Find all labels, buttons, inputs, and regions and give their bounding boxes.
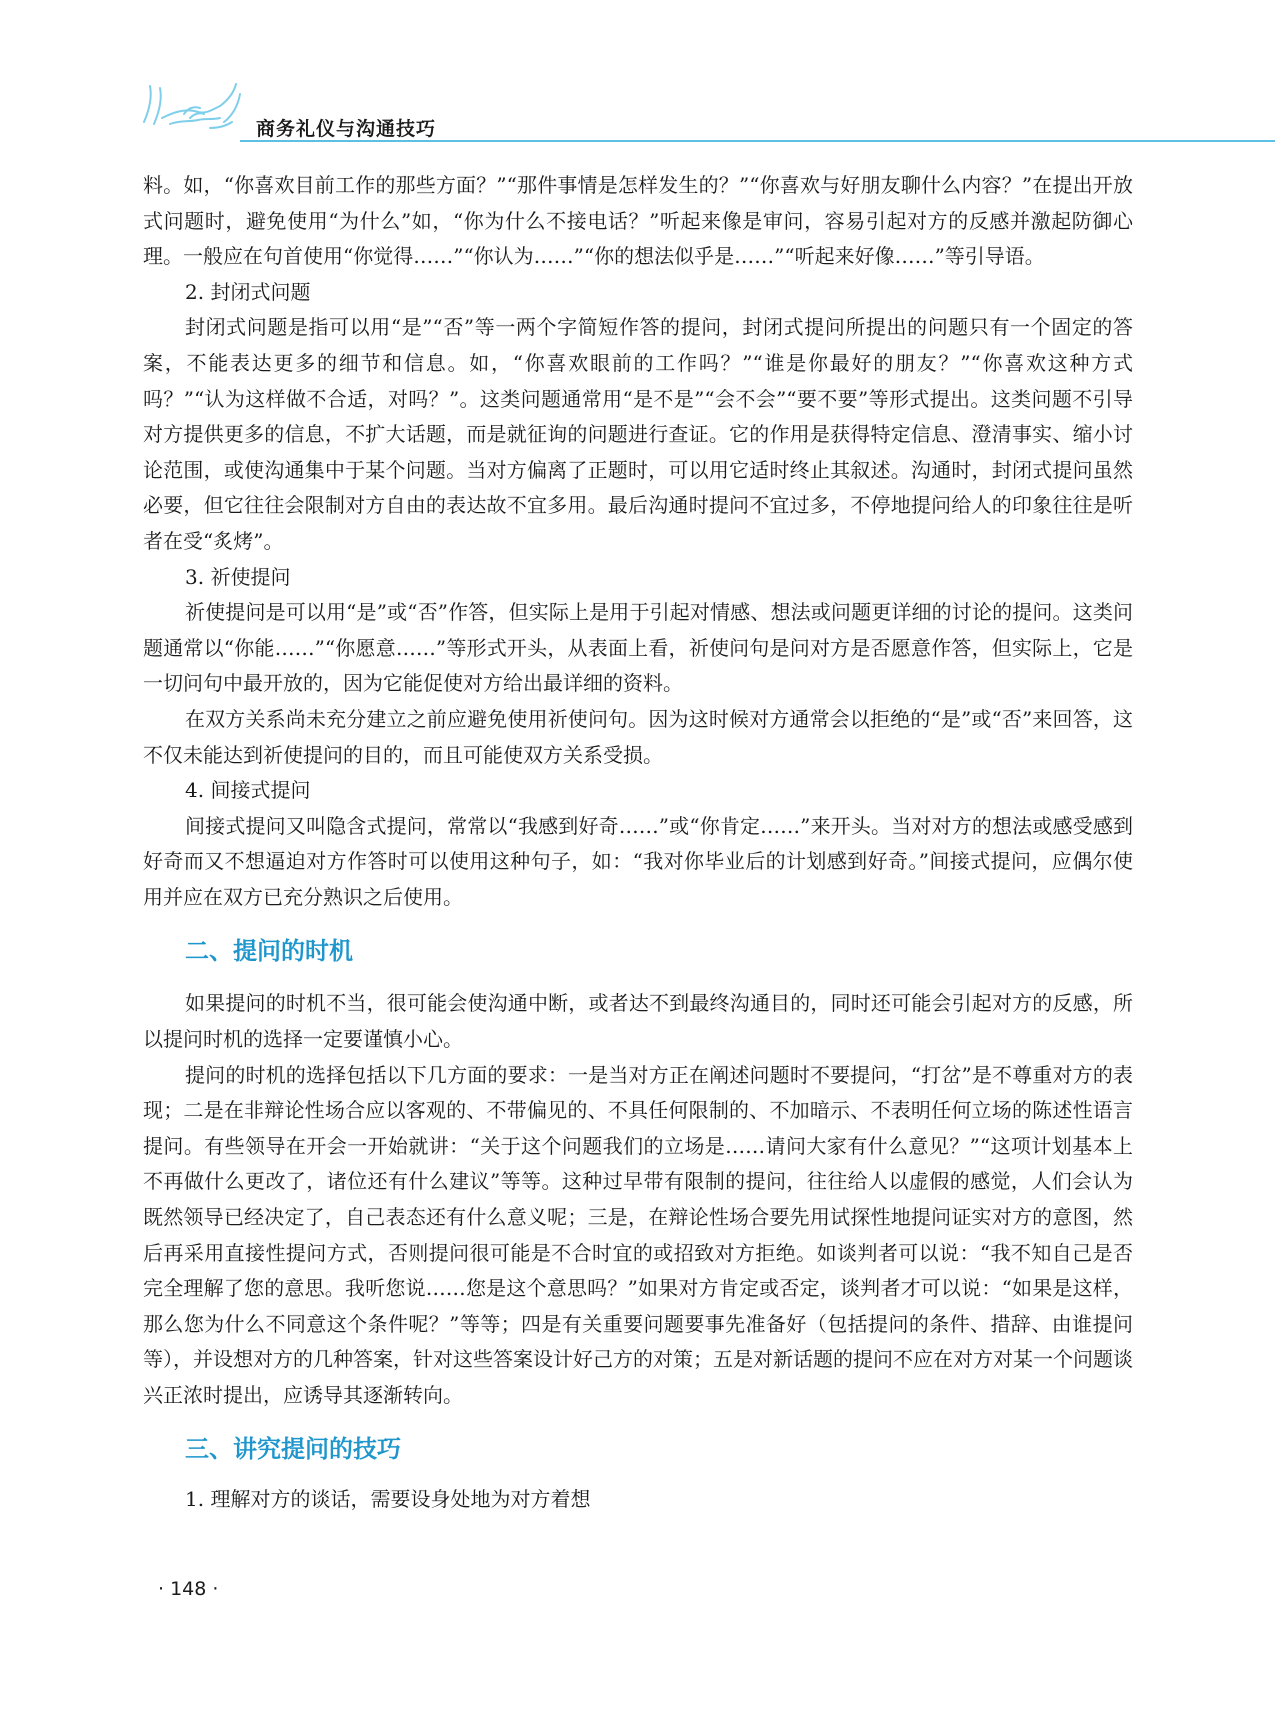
paragraph-indirect-questions: 间接式提问又叫隐含式提问，常常以“我感到好奇……”或“你肯定……”来开头。当对对方的想法或感受感到好奇而又不想逼迫对方作答时可以使用这种句子，如：“我对你毕业后的计划感到好奇。”间接式提问，应偶尔使用并应在双方已充分熟识之后使用。: [143, 813, 1133, 909]
paragraph-imperative-questions-2: 在双方关系尚未充分建立之前应避免使用祈使问句。因为这时候对方通常会以拒绝的“是”或“否”来回答，这不仅未能达到祈使提问的目的，而且可能使双方关系受损。: [143, 706, 1133, 767]
page-number: · 148 ·: [158, 1578, 219, 1600]
header-title: 商务礼仪与沟通技巧: [256, 118, 437, 140]
page-header: [0, 0, 1275, 142]
handshake-icon: [140, 78, 246, 134]
subheading-closed-questions: 2. 封闭式问题: [185, 279, 311, 304]
section-heading-timing: 二、提问的时机: [185, 937, 353, 966]
subheading-indirect-questions: 4. 间接式提问: [185, 778, 311, 803]
paragraph-open-questions-end: 料。如，“你喜欢目前工作的那些方面？”“那件事情是怎样发生的？”“你喜欢与好朋友聊什么内容？”在提出开放式问题时，避免使用“为什么”如，“你为什么不接电话？”听起来像是审问，容易引起对方的反感并激起防御心理。一般应在句首使用“你觉得……”“你认为……”“你的想法似乎是……”“听起来好像……”等引导语。: [143, 173, 1133, 269]
page-content: [143, 168, 1133, 1517]
section-heading-techniques: 三、讲究提问的技巧: [185, 1434, 401, 1463]
paragraph-imperative-questions-1: 祈使提问是可以用“是”或“否”作答，但实际上是用于引起对情感、想法或问题更详细的讨论的提问。这类问题通常以“你能……”“你愿意……”等形式开头，从表面上看，祈使问句是问对方是否愿意作答，但实际上，它是一切问句中最开放的，因为它能促使对方给出最详细的资料。: [143, 600, 1133, 696]
paragraph-closed-questions: 封闭式问题是指可以用“是”“否”等一两个字简短作答的提问，封闭式提问所提出的问题只有一个固定的答案，不能表达更多的细节和信息。如，“你喜欢眼前的工作吗？”“谁是你最好的朋友？”“你喜欢这种方式吗？”“认为这样做不合适，对吗？”。这类问题通常用“是不是”“会不会”“要不要”等形式提出。这类问题不引导对方提供更多的信息，不扩大话题，而是就征询的问题进行查证。它的作用是获得特定信息、澄清事实、缩小讨论范围，或使沟通集中于某个问题。当对方偏离了正题时，可以用它适时终止其叙述。沟通时，封闭式提问虽然必要，但它往往会限制对方自由的表达故不宜多用。最后沟通时提问不宜过多，不停地提问给人的印象往往是听者在受“炙烤”。: [143, 315, 1133, 553]
list-item-understand: 1. 理解对方的谈话，需要设身处地为对方着想: [185, 1486, 591, 1511]
paragraph-timing-1: 如果提问的时机不当，很可能会使沟通中断，或者达不到最终沟通目的，同时还可能会引起对方的反感，所以提问时机的选择一定要谨慎小心。: [143, 991, 1133, 1052]
subheading-imperative-questions: 3. 祈使提问: [185, 564, 291, 589]
header-rule: [240, 140, 1275, 142]
paragraph-timing-2: 提问的时机的选择包括以下几方面的要求：一是当对方正在阐述问题时不要提问，“打岔”是不尊重对方的表现；二是在非辩论性场合应以客观的、不带偏见的、不具任何限制的、不加暗示、不表明任何立场的陈述性语言提问。有些领导在开会一开始就讲：“关于这个问题我们的立场是……请问大家有什么意见？”“这项计划基本上不再做什么更改了，诸位还有什么建议”等等。这种过早带有限制的提问，往往给人以虚假的感觉，人们会认为既然领导已经决定了，自己表态还有什么意义呢；三是，在辩论性场合要先用试探性地提问证实对方的意图，然后再采用直接性提问方式，否则提问很可能是不合时宜的或招致对方拒绝。如谈判者可以说：“我不知自己是否完全理解了您的意思。我听您说……您是这个意思吗？”如果对方肯定或否定，谈判者才可以说：“如果是这样，那么您为什么不同意这个条件呢？”等等；四是有关重要问题要事先准备好（包括提问的条件、措辞、由谁提问等），并设想对方的几种答案，针对这些答案设计好己方的对策；五是对新话题的提问不应在对方对某一个问题谈兴正浓时提出，应诱导其逐渐转向。: [143, 1062, 1133, 1407]
